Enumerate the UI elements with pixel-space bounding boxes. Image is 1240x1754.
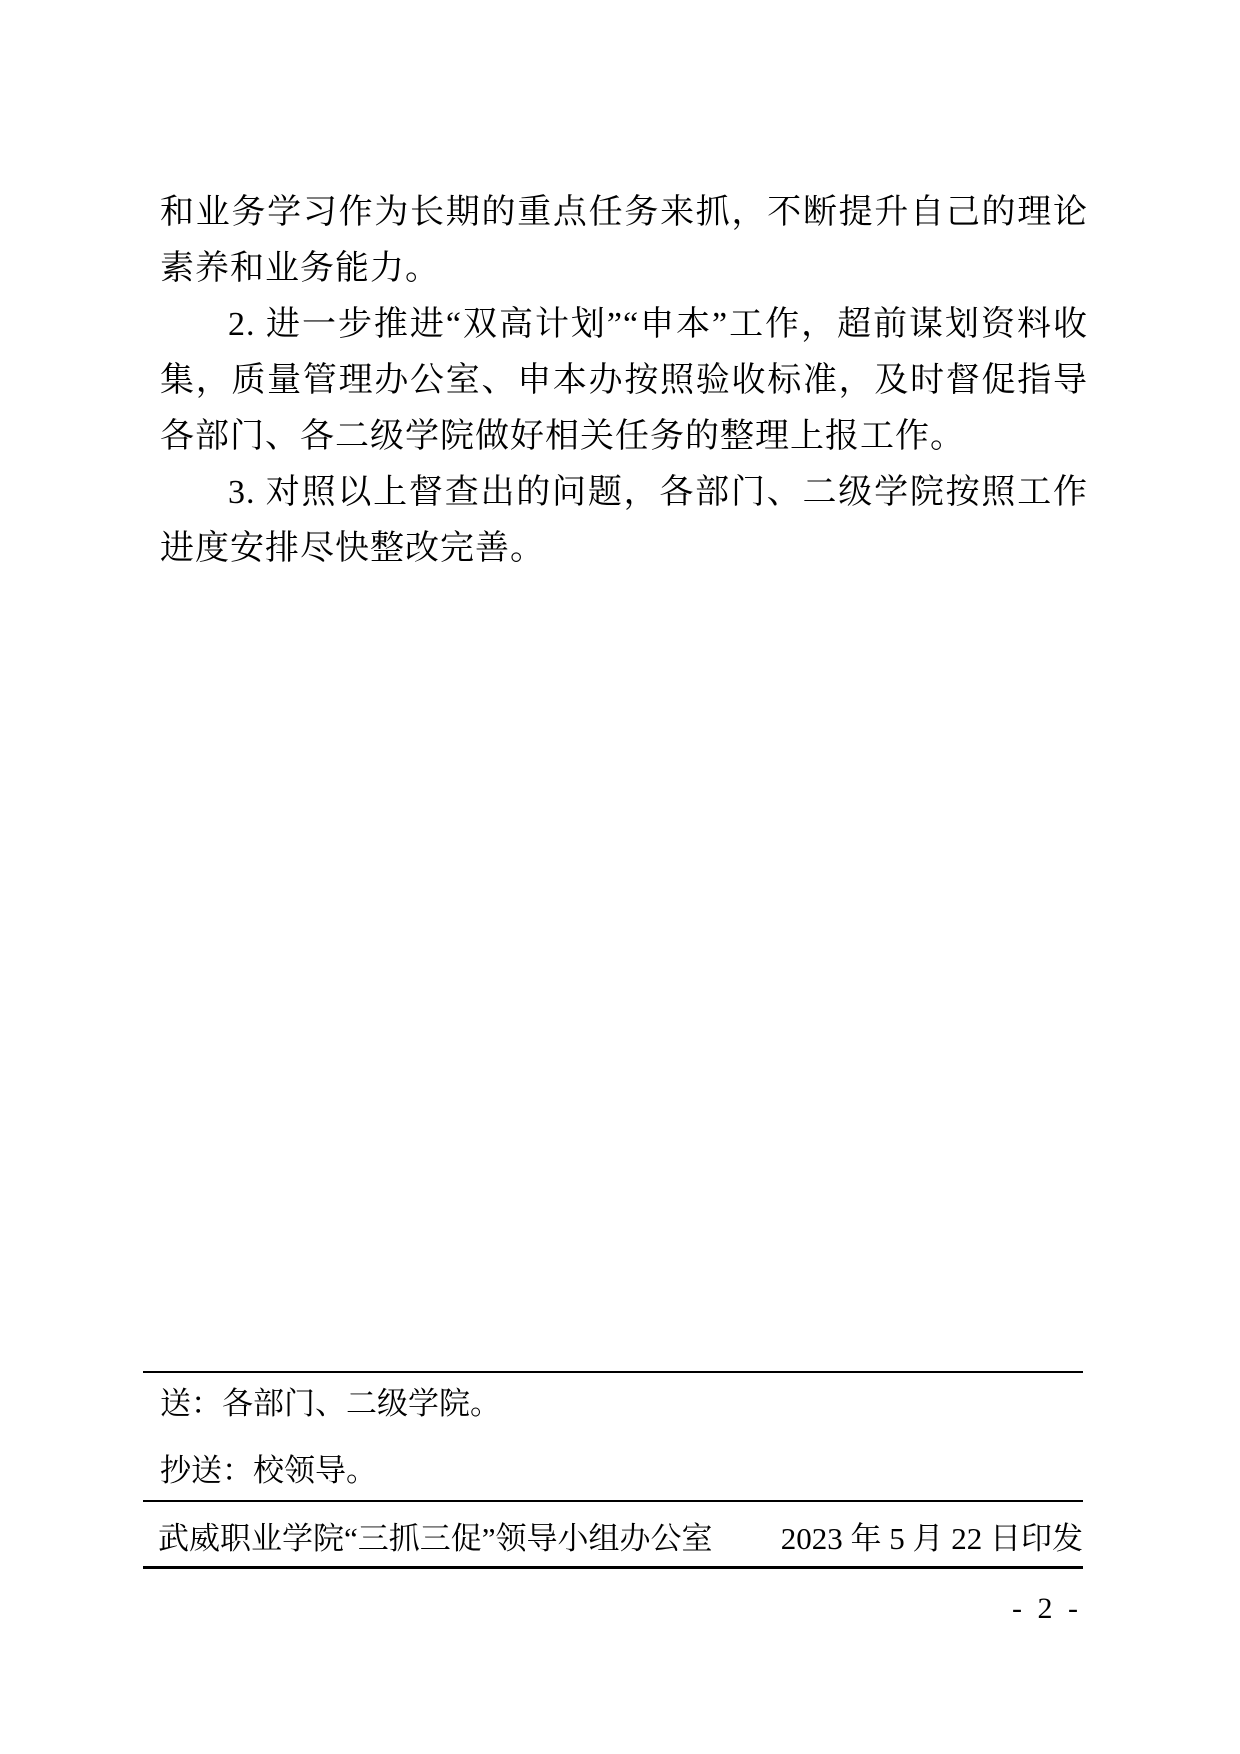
issue-date: 2023 年 5 月 22 日印发 (780, 1521, 1083, 1556)
distribution-line: 送：各部门、二级学院。 (160, 1386, 501, 1421)
paragraph-continuation: 和业务学习作为长期的重点任务来抓，不断提升自己的理论素养和业务能力。 (160, 194, 1088, 287)
issuer-divider-top (143, 1500, 1083, 1502)
document-body (160, 185, 1088, 577)
distribution-divider-top (143, 1371, 1083, 1373)
issuer-name: 武威职业学院“三抓三促”领导小组办公室 (158, 1521, 713, 1556)
issuer-divider-bottom (143, 1566, 1083, 1569)
issuer-line (158, 1521, 1083, 1557)
page-number: - 2 - (1012, 1592, 1082, 1625)
cc-line: 抄送：校领导。 (160, 1453, 377, 1488)
paragraph-item-3: 3. 对照以上督查出的问题，各部门、二级学院按照工作进度安排尽快整改完善。 (160, 474, 1088, 567)
paragraph-item-2: 2. 进一步推进“双高计划”“申本”工作，超前谋划资料收集，质量管理办公室、申本办按照验收标准，及时督促指导各部门、各二级学院做好相关任务的整理上报工作。 (160, 306, 1088, 455)
